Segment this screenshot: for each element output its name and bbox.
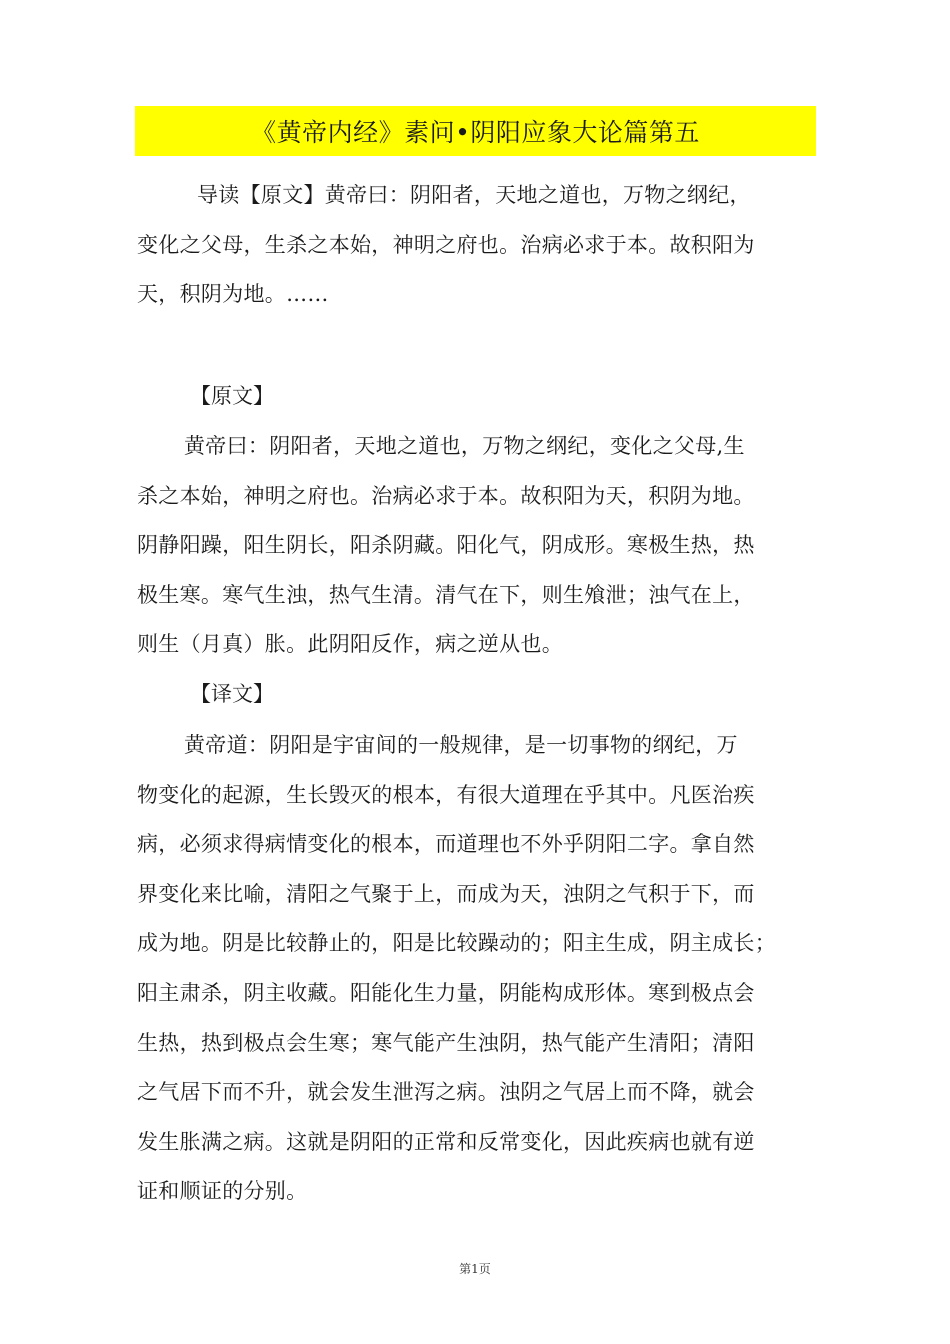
page-number: 第1页: [459, 1262, 491, 1276]
translation-paragraph: [137, 721, 837, 1217]
page-footer: [0, 1260, 950, 1277]
translation-heading: 【译文】: [190, 682, 274, 706]
original-line: 杀之本始，神明之府也。治病必求于本。故积阳为天，积阴为地。: [137, 483, 755, 508]
original-paragraph: [137, 422, 837, 670]
original-line: 极生寒。寒气生浊，热气生清。清气在下，则生飧泄；浊气在上，: [137, 582, 755, 607]
translation-line: 成为地。阴是比较静止的，阳是比较躁动的；阳主生成，阴主成长；: [137, 931, 776, 956]
page-title: 《黄帝内经》素问•阴阳应象大论篇第五: [251, 118, 700, 147]
translation-line: 发生胀满之病。这就是阴阳的正常和反常变化，因此疾病也就有逆: [137, 1129, 755, 1154]
intro-paragraph: [137, 171, 837, 320]
translation-line: 生热，热到极点会生寒；寒气能产生浊阴，热气能产生清阳；清阳: [137, 1030, 755, 1055]
original-line: 阴静阳躁，阳生阴长，阳杀阴藏。阳化气，阴成形。寒极生热，热: [137, 533, 755, 558]
title-highlight-bar: [135, 106, 816, 156]
translation-line: 界变化来比喻，清阳之气聚于上，而成为天，浊阴之气积于下，而: [137, 881, 755, 906]
translation-line: 病，必须求得病情变化的根本，而道理也不外乎阴阳二字。拿自然: [137, 832, 755, 857]
original-line: 黄帝曰：阴阳者，天地之道也，万物之纲纪，变化之父母,生: [184, 434, 745, 458]
original-heading: 【原文】: [190, 384, 274, 408]
original-line: 则生（月真）胀。此阴阳反作，病之逆从也。: [137, 632, 563, 657]
translation-line: 之气居下而不升，就会发生泄泻之病。浊阴之气居上而不降，就会: [137, 1080, 755, 1105]
translation-line: 证和顺证的分别。: [137, 1179, 308, 1204]
translation-line: 物变化的起源，生长毁灭的根本，有很大道理在乎其中。凡医治疾: [137, 782, 755, 807]
translation-line: 阳主肃杀，阴主收藏。阳能化生力量，阴能构成形体。寒到极点会: [137, 980, 755, 1005]
intro-line: 导读【原文】黄帝曰：阴阳者，天地之道也，万物之纲纪，: [197, 183, 751, 207]
translation-line: 黄帝道：阴阳是宇宙间的一般规律，是一切事物的纲纪，万: [184, 733, 738, 757]
intro-line: 天，积阴为地。……: [137, 282, 329, 307]
intro-line: 变化之父母，生杀之本始，神明之府也。治病必求于本。故积阳为: [137, 232, 755, 257]
